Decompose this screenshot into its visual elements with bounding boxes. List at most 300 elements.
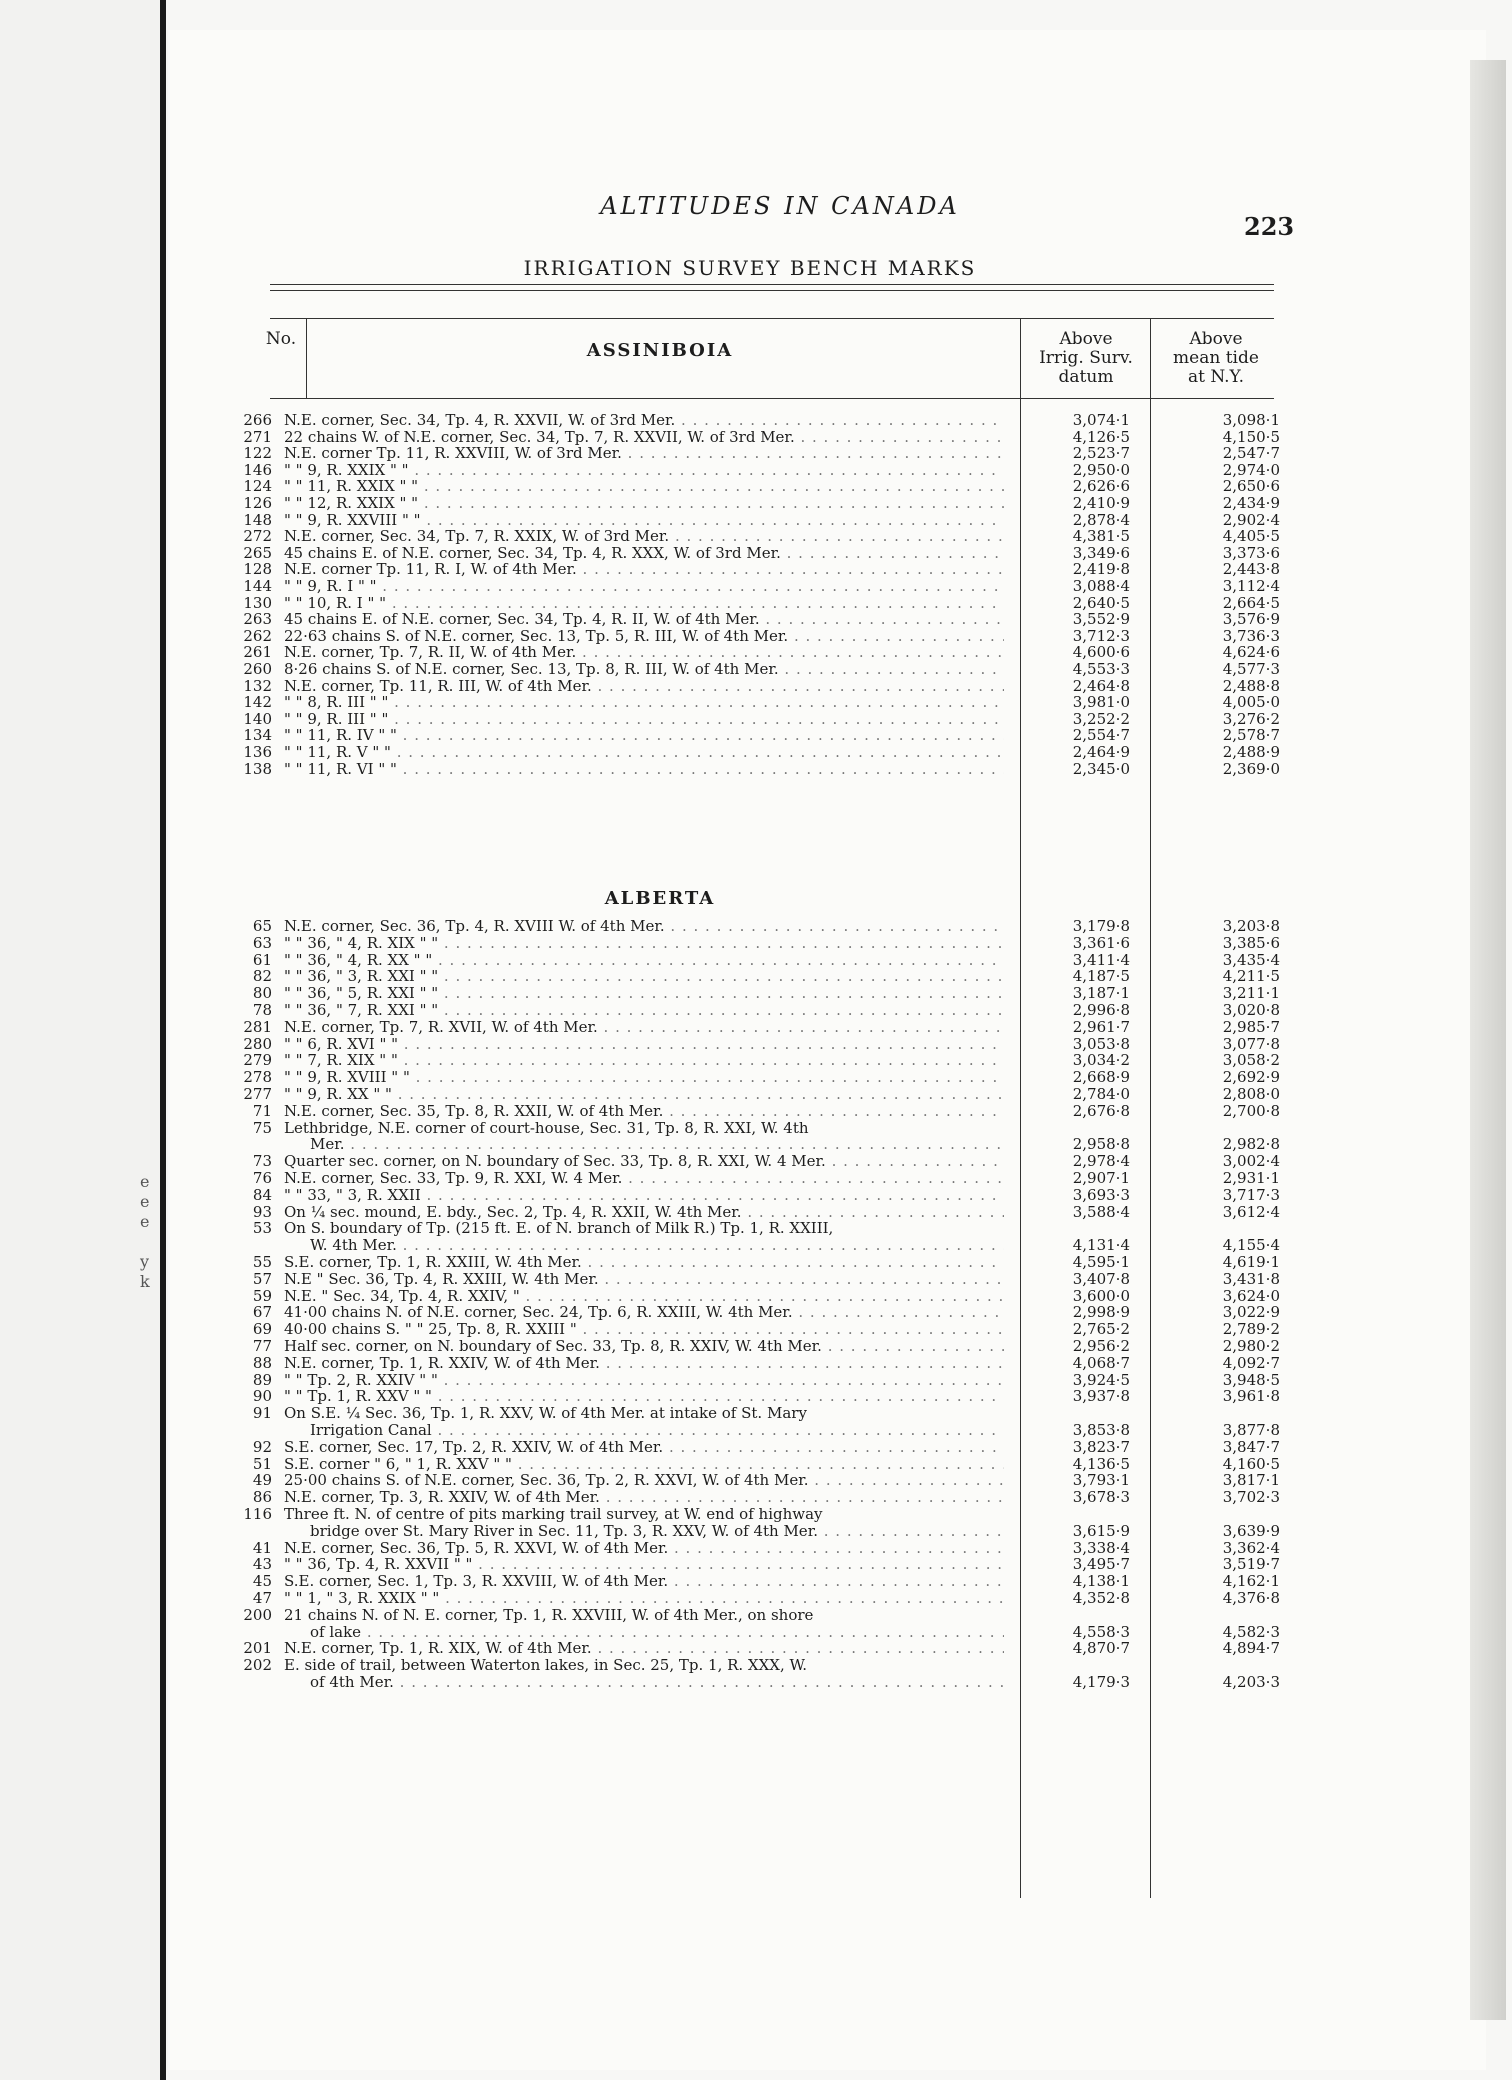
bench-mark-number: 262 <box>243 626 272 645</box>
altitude-irrig-datum: 3,407·8 <box>1072 1269 1130 1288</box>
altitude-mean-tide: 2,985·7 <box>1222 1017 1280 1036</box>
table-row <box>240 445 1300 461</box>
altitude-mean-tide: 4,005·0 <box>1222 693 1280 712</box>
bench-mark-number: 41 <box>252 1538 272 1557</box>
altitude-mean-tide: 2,434·9 <box>1222 494 1280 512</box>
altitude-mean-tide: 3,002·4 <box>1222 1152 1280 1171</box>
altitude-mean-tide: 4,624·6 <box>1222 643 1280 662</box>
bench-mark-location: " " 36, " 3, R. XXI " " . . . <box>284 968 1004 984</box>
bench-mark-location: " " 6, R. XVI " " . . . <box>284 1036 1004 1052</box>
altitude-mean-tide: 3,203·8 <box>1222 917 1280 935</box>
altitude-mean-tide: 3,098·1 <box>1222 411 1280 429</box>
facing-page-fragment: e <box>140 1192 150 1211</box>
table-row <box>240 429 1300 445</box>
table-row <box>240 1640 1300 1656</box>
bench-mark-number: 281 <box>243 1017 272 1036</box>
altitude-mean-tide: 3,639·9 <box>1222 1521 1280 1540</box>
bench-mark-number: 134 <box>243 726 272 745</box>
altitude-irrig-datum: 3,034·2 <box>1072 1051 1130 1070</box>
bench-mark-location: " " 11, R. XXIX " " . . . <box>284 478 1004 494</box>
bench-mark-location: N.E. corner, Tp. 1, R. XIX, W. of 4th Mer. . . . <box>284 1640 1004 1656</box>
table-row <box>240 1086 1300 1102</box>
bench-mark-number: 265 <box>243 543 272 562</box>
table-row <box>240 545 1300 561</box>
altitude-mean-tide: 4,894·7 <box>1222 1639 1280 1658</box>
bench-mark-number: 92 <box>252 1437 272 1456</box>
bench-mark-number: 45 <box>252 1572 272 1591</box>
altitude-irrig-datum: 4,595·1 <box>1072 1253 1130 1271</box>
altitude-irrig-datum: 3,615·9 <box>1072 1521 1130 1540</box>
table-row <box>240 1338 1300 1354</box>
bench-mark-location: N.E. corner, Tp. 11, R. III, W. of 4th Mer. . . . <box>284 678 1004 694</box>
bench-mark-number: 136 <box>243 743 272 761</box>
table-row <box>240 1405 1300 1421</box>
bench-mark-number: 51 <box>252 1454 272 1473</box>
altitude-mean-tide: 2,789·2 <box>1222 1320 1280 1339</box>
bench-mark-number: 71 <box>252 1101 272 1120</box>
altitude-mean-tide: 3,211·1 <box>1222 984 1280 1003</box>
bench-mark-location: 21 chains N. of N. E. corner, Tp. 1, R. XXVIII, W. of 4th Mer., on shore <box>284 1606 814 1623</box>
altitude-irrig-datum: 4,138·1 <box>1072 1572 1130 1591</box>
altitude-irrig-datum: 4,600·6 <box>1072 643 1130 662</box>
bench-mark-location: N.E. corner, Sec. 36, Tp. 4, R. XVIII W. of 4th Mer. . . . <box>284 918 1004 934</box>
altitude-irrig-datum: 3,088·4 <box>1072 577 1130 595</box>
bench-mark-number: 271 <box>243 427 272 446</box>
table-row <box>240 628 1300 644</box>
altitude-irrig-datum: 3,252·2 <box>1072 709 1130 728</box>
altitude-mean-tide: 2,488·9 <box>1222 743 1280 761</box>
altitude-mean-tide: 2,578·7 <box>1222 726 1280 745</box>
altitude-mean-tide: 4,155·4 <box>1222 1236 1280 1255</box>
altitude-irrig-datum: 3,693·3 <box>1072 1185 1130 1204</box>
bench-mark-number: 138 <box>243 759 272 778</box>
bench-mark-location: " " Tp. 2, R. XXIV " " . . . <box>284 1372 1004 1388</box>
altitude-irrig-datum: 2,410·9 <box>1072 494 1130 512</box>
table-row <box>240 1607 1300 1623</box>
altitude-mean-tide: 4,619·1 <box>1222 1253 1280 1271</box>
altitude-irrig-datum: 3,338·4 <box>1072 1538 1130 1557</box>
bench-mark-number: 49 <box>252 1471 272 1490</box>
table-row <box>240 1472 1300 1488</box>
bench-mark-number: 142 <box>243 693 272 712</box>
bench-mark-number: 148 <box>243 510 272 529</box>
facing-page-fragment: e <box>140 1172 150 1191</box>
bench-mark-location: " " 12, R. XXIX " " . . . <box>284 495 1004 511</box>
bench-mark-number: 200 <box>243 1605 272 1624</box>
table-row <box>240 1304 1300 1320</box>
bench-mark-location: N.E. " Sec. 34, Tp. 4, R. XXIV, " . . . <box>284 1288 1004 1304</box>
table-row <box>240 1388 1300 1404</box>
table-title: IRRIGATION SURVEY BENCH MARKS <box>523 256 977 280</box>
altitude-mean-tide: 4,162·1 <box>1222 1572 1280 1591</box>
altitude-mean-tide: 2,980·2 <box>1222 1337 1280 1355</box>
altitude-mean-tide: 3,385·6 <box>1222 933 1280 952</box>
bench-mark-location: " " 11, R. IV " " . . . <box>284 727 1004 743</box>
table-row <box>240 1052 1300 1068</box>
bench-mark-number: 53 <box>252 1219 272 1238</box>
table-row <box>240 462 1300 478</box>
altitude-irrig-datum: 3,924·5 <box>1072 1370 1130 1389</box>
table-row <box>240 1002 1300 1018</box>
table-row <box>240 1187 1300 1203</box>
bench-mark-location: " " 9, R. XX " " . . . <box>284 1086 1004 1102</box>
altitude-irrig-datum: 3,074·1 <box>1072 411 1130 429</box>
altitude-mean-tide: 3,877·8 <box>1222 1421 1280 1439</box>
table-row <box>240 478 1300 494</box>
table-row <box>240 1019 1300 1035</box>
bench-mark-location: N.E. corner, Sec. 34, Tp. 7, R. XXIX, W. of 3rd Mer. . . . <box>284 528 1004 544</box>
altitude-irrig-datum: 2,958·8 <box>1072 1135 1130 1154</box>
bench-mark-location: W. 4th Mer. . . . <box>284 1237 1004 1253</box>
bench-mark-number: 59 <box>252 1286 272 1305</box>
altitude-irrig-datum: 3,053·8 <box>1072 1034 1130 1053</box>
table-row <box>240 1103 1300 1119</box>
bench-mark-number: 280 <box>243 1034 272 1053</box>
bench-mark-location: Three ft. N. of centre of pits marking trail survey, at W. end of highway <box>284 1506 823 1522</box>
bench-mark-number: 116 <box>243 1505 272 1523</box>
bench-mark-number: 75 <box>252 1118 272 1137</box>
table-row <box>240 1372 1300 1388</box>
header-rule <box>270 398 1274 399</box>
bench-mark-number: 69 <box>252 1320 272 1339</box>
column-header-irrig-line: Irrig. Surv. <box>1039 348 1133 368</box>
bench-mark-location: N.E. corner, Tp. 7, R. II, W. of 4th Mer. . . . <box>284 644 1004 660</box>
header-rule <box>270 318 1274 319</box>
bench-mark-number: 279 <box>243 1051 272 1070</box>
bench-mark-location: " " 9, R. XVIII " " . . . <box>284 1069 1004 1085</box>
altitude-mean-tide: 2,443·8 <box>1222 560 1280 579</box>
altitude-irrig-datum: 4,136·5 <box>1072 1454 1130 1473</box>
altitude-irrig-datum: 4,553·3 <box>1072 660 1130 678</box>
bench-mark-number: 43 <box>252 1555 272 1574</box>
table-row <box>240 1220 1300 1236</box>
bench-mark-number: 122 <box>243 444 272 463</box>
column-header-tide-line: Above <box>1189 329 1243 349</box>
bench-mark-location: Quarter sec. corner, on N. boundary of Sec. 33, Tp. 8, R. XXI, W. 4 Mer. . . . <box>284 1153 1004 1169</box>
altitude-mean-tide: 3,717·3 <box>1222 1185 1280 1204</box>
table-row <box>240 661 1300 677</box>
altitude-irrig-datum: 2,626·6 <box>1072 477 1130 496</box>
bench-mark-location: N.E. corner Tp. 11, R. I, W. of 4th Mer. . . . <box>284 561 1004 577</box>
altitude-irrig-datum: 2,765·2 <box>1072 1320 1130 1339</box>
bench-mark-number: 128 <box>243 560 272 579</box>
altitude-mean-tide: 3,276·2 <box>1222 709 1280 728</box>
bench-mark-location: " " 11, R. V " " . . . <box>284 744 1004 760</box>
bench-mark-number: 201 <box>243 1639 272 1658</box>
table-row <box>240 935 1300 951</box>
column-header-no: No. <box>265 329 297 349</box>
page-edge <box>1470 60 1506 2020</box>
altitude-irrig-datum: 2,345·0 <box>1072 759 1130 778</box>
bench-mark-number: 47 <box>252 1589 272 1607</box>
altitude-irrig-datum: 3,187·1 <box>1072 984 1130 1003</box>
table-row <box>240 727 1300 743</box>
bench-mark-location: N.E " Sec. 36, Tp. 4, R. XXIII, W. 4th Mer. . . . <box>284 1271 1004 1287</box>
altitude-mean-tide: 3,435·4 <box>1222 950 1280 969</box>
bench-mark-location: S.E. corner, Sec. 1, Tp. 3, R. XXVIII, W. of 4th Mer. . . . <box>284 1573 1004 1589</box>
bench-mark-location: " " 33, " 3, R. XXII . . . <box>284 1187 1004 1203</box>
altitude-irrig-datum: 2,961·7 <box>1072 1017 1130 1036</box>
column-header-tide-line: mean tide <box>1173 348 1259 368</box>
altitude-irrig-datum: 2,978·4 <box>1072 1152 1130 1171</box>
altitude-irrig-datum: 3,349·6 <box>1072 543 1130 562</box>
altitude-irrig-datum: 2,554·7 <box>1072 726 1130 745</box>
table-row <box>240 1657 1300 1673</box>
bench-mark-location: N.E. corner, Tp. 1, R. XXIV, W. of 4th Mer. . . . <box>284 1355 1004 1371</box>
altitude-irrig-datum: 2,998·9 <box>1072 1303 1130 1322</box>
bench-mark-number: 57 <box>252 1269 272 1288</box>
table-row <box>240 512 1300 528</box>
altitude-mean-tide: 2,369·0 <box>1222 759 1280 778</box>
table-row <box>240 711 1300 727</box>
column-header-irrig-line: Above <box>1059 329 1113 349</box>
table-row <box>240 918 1300 934</box>
altitude-irrig-datum: 3,823·7 <box>1072 1437 1130 1456</box>
facing-page-fragment: e <box>140 1212 150 1231</box>
table-row <box>240 1170 1300 1186</box>
bench-mark-location: " " 36, " 7, R. XXI " " . . . <box>284 1002 1004 1018</box>
table-row <box>240 578 1300 594</box>
table-row <box>240 1153 1300 1169</box>
bench-mark-number: 84 <box>252 1185 272 1204</box>
table-row <box>240 1204 1300 1220</box>
table-row <box>240 1573 1300 1589</box>
bench-mark-location: 8·26 chains S. of N.E. corner, Sec. 13, Tp. 8, R. III, W. of 4th Mer. . . . <box>284 661 1004 677</box>
altitude-mean-tide: 4,376·8 <box>1222 1589 1280 1607</box>
table-row <box>240 952 1300 968</box>
bench-mark-location: S.E. corner, Sec. 17, Tp. 2, R. XXIV, W. of 4th Mer. . . . <box>284 1439 1004 1455</box>
bench-mark-number: 278 <box>243 1068 272 1087</box>
bench-mark-number: 130 <box>243 593 272 612</box>
facing-page-edge <box>0 0 166 2080</box>
column-header-tide-line: at N.Y. <box>1188 367 1244 387</box>
bench-mark-location: 40·00 chains S. " " 25, Tp. 8, R. XXIII " . . . <box>284 1321 1004 1337</box>
altitude-mean-tide: 3,847·7 <box>1222 1437 1280 1456</box>
table-row <box>240 1288 1300 1304</box>
bench-mark-number: 77 <box>252 1337 272 1355</box>
bench-mark-location: S.E. corner " 6, " 1, R. XXV " " . . . <box>284 1456 1004 1472</box>
altitude-irrig-datum: 4,068·7 <box>1072 1353 1130 1372</box>
altitude-irrig-datum: 2,676·8 <box>1072 1101 1130 1120</box>
altitude-irrig-datum: 4,352·8 <box>1072 1589 1130 1607</box>
altitude-mean-tide: 3,431·8 <box>1222 1269 1280 1288</box>
altitude-irrig-datum: 4,381·5 <box>1072 527 1130 546</box>
altitude-irrig-datum: 3,411·4 <box>1072 950 1130 969</box>
bench-mark-location: N.E. corner, Sec. 35, Tp. 8, R. XXII, W. of 4th Mer. . . . <box>284 1103 1004 1119</box>
bench-mark-location: N.E. corner, Sec. 33, Tp. 9, R. XXI, W. 4 Mer. . . . <box>284 1170 1004 1186</box>
altitude-mean-tide: 3,373·6 <box>1222 543 1280 562</box>
altitude-mean-tide: 4,092·7 <box>1222 1353 1280 1372</box>
table-row <box>240 744 1300 760</box>
table-row <box>240 595 1300 611</box>
altitude-mean-tide: 2,547·7 <box>1222 444 1280 463</box>
altitude-irrig-datum: 2,878·4 <box>1072 510 1130 529</box>
bench-mark-number: 144 <box>243 577 272 595</box>
bench-mark-location: S.E. corner, Tp. 1, R. XXIII, W. 4th Mer. . . . <box>284 1254 1004 1270</box>
altitude-irrig-datum: 3,588·4 <box>1072 1202 1130 1221</box>
altitude-irrig-datum: 2,907·1 <box>1072 1169 1130 1187</box>
table-row <box>240 1456 1300 1472</box>
bench-mark-number: 76 <box>252 1169 272 1187</box>
altitude-irrig-datum: 4,870·7 <box>1072 1639 1130 1658</box>
altitude-irrig-datum: 2,668·9 <box>1072 1068 1130 1087</box>
altitude-mean-tide: 3,020·8 <box>1222 1001 1280 1019</box>
bench-mark-number: 132 <box>243 676 272 695</box>
bench-mark-number: 277 <box>243 1085 272 1103</box>
bench-mark-location: " " 1, " 3, R. XXIX " " . . . <box>284 1590 1004 1606</box>
table-row <box>240 985 1300 1001</box>
altitude-mean-tide: 3,736·3 <box>1222 626 1280 645</box>
altitude-irrig-datum: 3,361·6 <box>1072 933 1130 952</box>
section-heading-alberta: ALBERTA <box>604 888 716 909</box>
table-row <box>240 761 1300 777</box>
altitude-mean-tide: 4,405·5 <box>1222 527 1280 546</box>
table-row <box>240 968 1300 984</box>
bench-mark-number: 89 <box>252 1370 272 1389</box>
altitude-mean-tide: 2,902·4 <box>1222 510 1280 529</box>
altitude-mean-tide: 4,577·3 <box>1222 660 1280 678</box>
bench-mark-location: Half sec. corner, on N. boundary of Sec. 33, Tp. 8, R. XXIV, W. 4th Mer. . . . <box>284 1338 1004 1354</box>
bench-mark-number: 91 <box>252 1404 272 1423</box>
bench-mark-location: " " 9, R. XXVIII " " . . . <box>284 512 1004 528</box>
altitude-irrig-datum: 4,126·5 <box>1072 427 1130 446</box>
table-row <box>240 1624 1300 1640</box>
bench-mark-location: " " Tp. 1, R. XXV " " . . . <box>284 1388 1004 1404</box>
altitude-irrig-datum: 4,131·4 <box>1072 1236 1130 1255</box>
table-row <box>240 1422 1300 1438</box>
bench-mark-number: 78 <box>252 1001 272 1019</box>
bench-mark-location: " " 36, " 5, R. XXI " " . . . <box>284 985 1004 1001</box>
bench-mark-location: " " 7, R. XIX " " . . . <box>284 1052 1004 1068</box>
altitude-irrig-datum: 3,853·8 <box>1072 1421 1130 1439</box>
section-heading-assiniboia: ASSINIBOIA <box>586 340 734 361</box>
bench-mark-number: 65 <box>252 917 272 935</box>
bench-mark-location: of 4th Mer. . . . <box>284 1674 1004 1690</box>
bench-mark-location: " " 11, R. VI " " . . . <box>284 761 1004 777</box>
altitude-mean-tide: 3,961·8 <box>1222 1387 1280 1406</box>
altitude-mean-tide: 3,022·9 <box>1222 1303 1280 1322</box>
running-head: ALTITUDES IN CANADA <box>600 192 960 220</box>
bench-mark-location: On S.E. ¼ Sec. 36, Tp. 1, R. XXV, W. of 4th Mer. at intake of St. Mary <box>284 1405 807 1422</box>
altitude-mean-tide: 3,058·2 <box>1222 1051 1280 1070</box>
altitude-mean-tide: 3,817·1 <box>1222 1471 1280 1490</box>
table-row <box>240 694 1300 710</box>
bench-mark-location: " " 36, " 4, R. XIX " " . . . <box>284 935 1004 951</box>
altitude-mean-tide: 2,700·8 <box>1222 1101 1280 1120</box>
title-rule <box>270 284 1274 285</box>
altitude-irrig-datum: 2,784·0 <box>1072 1085 1130 1103</box>
table-row <box>240 1523 1300 1539</box>
bench-mark-number: 266 <box>243 411 272 429</box>
bench-mark-number: 55 <box>252 1253 272 1271</box>
table-row <box>240 1237 1300 1253</box>
bench-mark-location: " " 8, R. III " " . . . <box>284 694 1004 710</box>
bench-mark-number: 73 <box>252 1152 272 1171</box>
altitude-mean-tide: 4,211·5 <box>1222 967 1280 986</box>
altitude-mean-tide: 2,808·0 <box>1222 1085 1280 1103</box>
altitude-irrig-datum: 3,179·8 <box>1072 917 1130 935</box>
bench-mark-number: 124 <box>243 477 272 496</box>
table-row <box>240 678 1300 694</box>
altitude-irrig-datum: 3,981·0 <box>1072 693 1130 712</box>
altitude-irrig-datum: 3,793·1 <box>1072 1471 1130 1490</box>
altitude-mean-tide: 2,931·1 <box>1222 1169 1280 1187</box>
bench-mark-location: N.E. corner, Sec. 34, Tp. 4, R. XXVII, W. of 3rd Mer. . . . <box>284 412 1004 428</box>
bench-mark-number: 202 <box>243 1656 272 1675</box>
altitude-irrig-datum: 3,937·8 <box>1072 1387 1130 1406</box>
bench-mark-number: 140 <box>243 709 272 728</box>
altitude-mean-tide: 3,112·4 <box>1222 577 1280 595</box>
altitude-irrig-datum: 2,640·5 <box>1072 593 1130 612</box>
altitude-irrig-datum: 2,950·0 <box>1072 460 1130 479</box>
table-row <box>240 1120 1300 1136</box>
table-row <box>240 1355 1300 1371</box>
bench-mark-location: 22 chains W. of N.E. corner, Sec. 34, Tp. 7, R. XXVII, W. of 3rd Mer. . . . <box>284 429 1004 445</box>
altitude-irrig-datum: 2,996·8 <box>1072 1001 1130 1019</box>
bench-mark-location: 41·00 chains N. of N.E. corner, Sec. 24, Tp. 6, R. XXIII, W. 4th Mer. . . . <box>284 1304 1004 1320</box>
altitude-mean-tide: 3,362·4 <box>1222 1538 1280 1557</box>
column-header-irrig-line: datum <box>1058 367 1114 387</box>
altitude-irrig-datum: 2,419·8 <box>1072 560 1130 579</box>
altitude-irrig-datum: 3,552·9 <box>1072 610 1130 629</box>
altitude-irrig-datum: 4,187·5 <box>1072 967 1130 986</box>
bench-mark-number: 80 <box>252 984 272 1003</box>
table-row <box>240 644 1300 660</box>
bench-mark-number: 82 <box>252 967 272 986</box>
bench-mark-number: 263 <box>243 610 272 629</box>
bench-mark-location: 25·00 chains S. of N.E. corner, Sec. 36, Tp. 2, R. XXVI, W. of 4th Mer. . . . <box>284 1472 1004 1488</box>
altitude-irrig-datum: 2,464·9 <box>1072 743 1130 761</box>
table-row <box>240 1036 1300 1052</box>
bench-mark-location: N.E. corner, Tp. 7, R. XVII, W. of 4th Mer. . . . <box>284 1019 1004 1035</box>
bench-mark-number: 146 <box>243 460 272 479</box>
altitude-irrig-datum: 3,712·3 <box>1072 626 1130 645</box>
altitude-irrig-datum: 3,495·7 <box>1072 1555 1130 1574</box>
altitude-irrig-datum: 2,464·8 <box>1072 676 1130 695</box>
bench-mark-location: Lethbridge, N.E. corner of court-house, Sec. 31, Tp. 8, R. XXI, W. 4th <box>284 1119 809 1136</box>
altitude-mean-tide: 2,692·9 <box>1222 1068 1280 1087</box>
facing-page-fragment: y <box>140 1252 150 1271</box>
table-row <box>240 412 1300 428</box>
altitude-mean-tide: 2,982·8 <box>1222 1135 1280 1154</box>
altitude-irrig-datum: 4,558·3 <box>1072 1622 1130 1641</box>
bench-mark-number: 88 <box>252 1353 272 1372</box>
bench-mark-number: 272 <box>243 527 272 546</box>
table-row <box>240 1136 1300 1152</box>
altitude-mean-tide: 3,612·4 <box>1222 1202 1280 1221</box>
table-row <box>240 1590 1300 1606</box>
altitude-mean-tide: 3,624·0 <box>1222 1286 1280 1305</box>
altitude-mean-tide: 2,664·5 <box>1222 593 1280 612</box>
altitude-mean-tide: 2,974·0 <box>1222 460 1280 479</box>
altitude-mean-tide: 2,488·8 <box>1222 676 1280 695</box>
table-row <box>240 561 1300 577</box>
altitude-irrig-datum: 3,678·3 <box>1072 1488 1130 1507</box>
bench-mark-location: " " 36, " 4, R. XX " " . . . <box>284 952 1004 968</box>
bench-mark-location: bridge over St. Mary River in Sec. 11, Tp. 3, R. XXV, W. of 4th Mer. . . . <box>284 1523 1004 1539</box>
bench-mark-number: 63 <box>252 933 272 952</box>
bench-mark-location: Mer. . . . <box>284 1136 1004 1152</box>
bench-mark-number: 261 <box>243 643 272 662</box>
bench-mark-number: 90 <box>252 1387 272 1406</box>
table-row <box>240 1489 1300 1505</box>
altitude-mean-tide: 4,203·3 <box>1222 1673 1280 1691</box>
bench-mark-number: 93 <box>252 1202 272 1221</box>
altitude-irrig-datum: 3,600·0 <box>1072 1286 1130 1305</box>
bench-mark-number: 86 <box>252 1488 272 1507</box>
altitude-mean-tide: 3,576·9 <box>1222 610 1280 629</box>
bench-mark-location: Irrigation Canal . . . <box>284 1422 1004 1438</box>
